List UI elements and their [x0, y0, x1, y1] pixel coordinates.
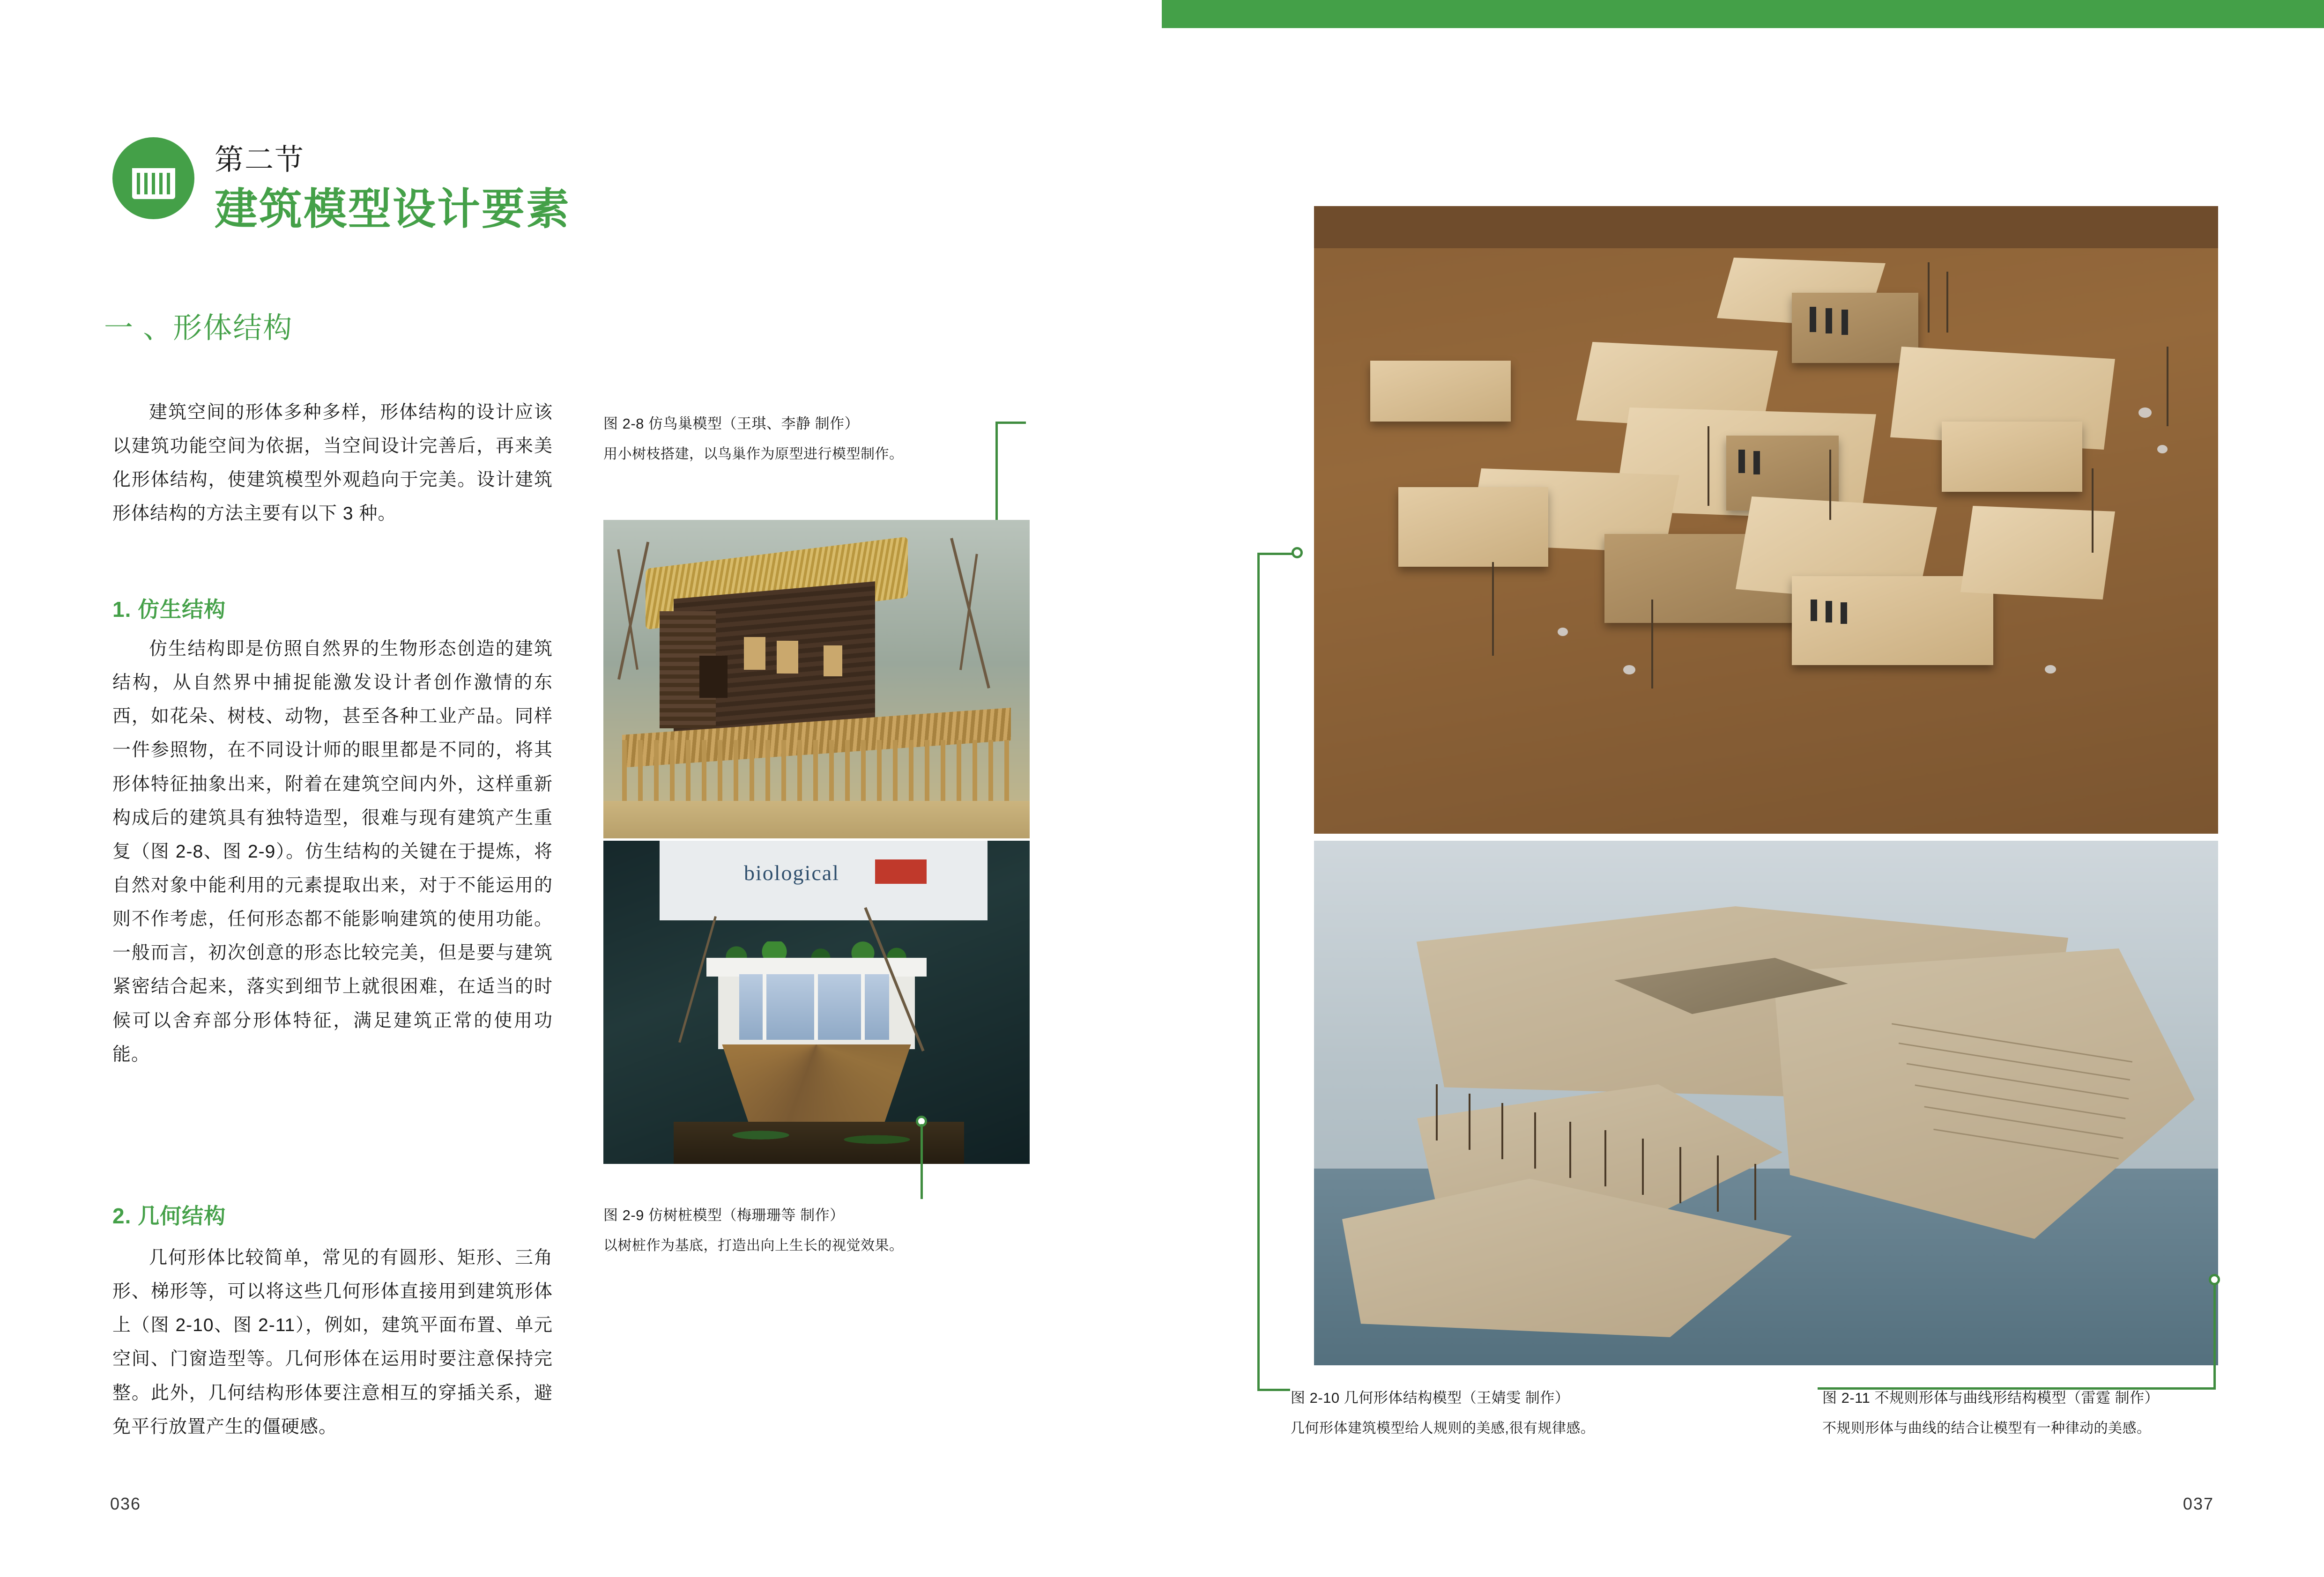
caption-fig-2-10-text: 几何形体建筑模型给人规则的美感,很有规律感。	[1291, 1420, 1595, 1436]
page-number-left: 036	[110, 1494, 141, 1513]
figure-2-8-image	[603, 520, 1030, 838]
figure-2-10-image	[1314, 206, 2218, 834]
caption-fig-2-8	[603, 412, 1025, 466]
leader-line-2-9	[921, 1124, 923, 1199]
section-title: 建筑模型设计要素	[215, 185, 571, 233]
figure-2-11-image	[1314, 841, 2218, 1365]
paragraph-intro-text: 建筑空间的形体多种多样，形体结构的设计应该以建筑功能空间为依据，当空间设计完善后，再来美化形体结构，使建筑模型外观趋向于完美。设计建筑形体结构的方法主要有以下 3 种。	[112, 402, 553, 524]
heading-bionic: 1. 仿生结构	[112, 597, 226, 622]
section-header	[112, 133, 581, 241]
caption-fig-2-11	[1822, 1386, 2291, 1440]
figure-2-9-exhibit-label: biological	[744, 861, 839, 885]
header-green-bar	[1162, 0, 2324, 28]
caption-fig-2-9-title: 图 2-9 仿树桩模型（梅珊珊等 制作）	[603, 1207, 845, 1223]
heading-geometric: 2. 几何结构	[112, 1204, 226, 1228]
leader-dot-2-10	[1292, 547, 1303, 558]
caption-fig-2-11-text: 不规则形体与曲线的结合让模型有一种律动的美感。	[1822, 1420, 2151, 1436]
paragraph-bionic	[112, 632, 553, 1072]
caption-fig-2-11-title: 图 2-11 不规则形体与曲线形结构模型（雷霆 制作）	[1822, 1390, 2160, 1406]
figure-2-9-image	[603, 841, 1030, 1164]
caption-fig-2-10	[1291, 1386, 1759, 1440]
paragraph-geometric	[112, 1241, 553, 1444]
caption-fig-2-8-text: 用小树枝搭建，以鸟巢作为原型进行模型制作。	[603, 446, 904, 462]
leader-line-2-11-vertical	[2213, 1283, 2216, 1389]
caption-fig-2-9-text: 以树桩作为基底，打造出向上生长的视觉效果。	[603, 1237, 904, 1253]
building-icon	[132, 158, 175, 199]
leader-line-2-10-foot	[1257, 1389, 1290, 1391]
section-badge	[112, 137, 194, 219]
heading-form-structure: 一 、形体结构	[104, 312, 293, 344]
leader-line-2-8-horizontal	[995, 422, 1026, 424]
paragraph-geometric-text: 几何形体比较简单，常见的有圆形、矩形、三角形、梯形等，可以将这些几何形体直接用到建筑形体上（图 2-10、图 2-11），例如，建筑平面布置、单元空间、门窗造型等。几何形体在运用时要注意保持完整。此外，几何结构形体要注意相互的穿插关系，避免平行放置产生的僵硬感。	[112, 1248, 553, 1437]
section-number: 第二节	[215, 144, 305, 176]
caption-fig-2-9	[603, 1204, 1025, 1257]
paragraph-intro	[112, 396, 553, 531]
caption-fig-2-8-title: 图 2-8 仿鸟巢模型（王琪、李静 制作）	[603, 415, 860, 432]
leader-line-2-10-vertical	[1257, 553, 1260, 1391]
leader-line-2-10-horizontal	[1257, 553, 1292, 555]
page-number-right: 037	[2183, 1494, 2214, 1513]
caption-fig-2-10-title: 图 2-10 几何形体结构模型（王婧雯 制作）	[1291, 1390, 1570, 1406]
paragraph-bionic-text: 仿生结构即是仿照自然界的生物形态创造的建筑结构，从自然界中捕捉能激发设计者创作激情的东西，如花朵、树枝、动物，甚至各种工业产品。同样一件参照物，在不同设计师的眼里都是不同的，将其形体特征抽象出来，附着在建筑空间内外，这样重新构成后的建筑具有独特造型，很难与现有建筑产生重复（图 2-8、图 2-9）。仿生结构的关键在于提炼，将自然对象中能利用的元素提取出来，对于不能运用的则不作考虑，任何形态都不能影响建筑的使用功能。一般而言，初次创意的形态比较完美，但是要与建筑紧密结合起来，落实到细节上就很困难，在适当的时候可以舍弃部分形体特征，满足建筑正常的使用功能。	[112, 639, 553, 1065]
